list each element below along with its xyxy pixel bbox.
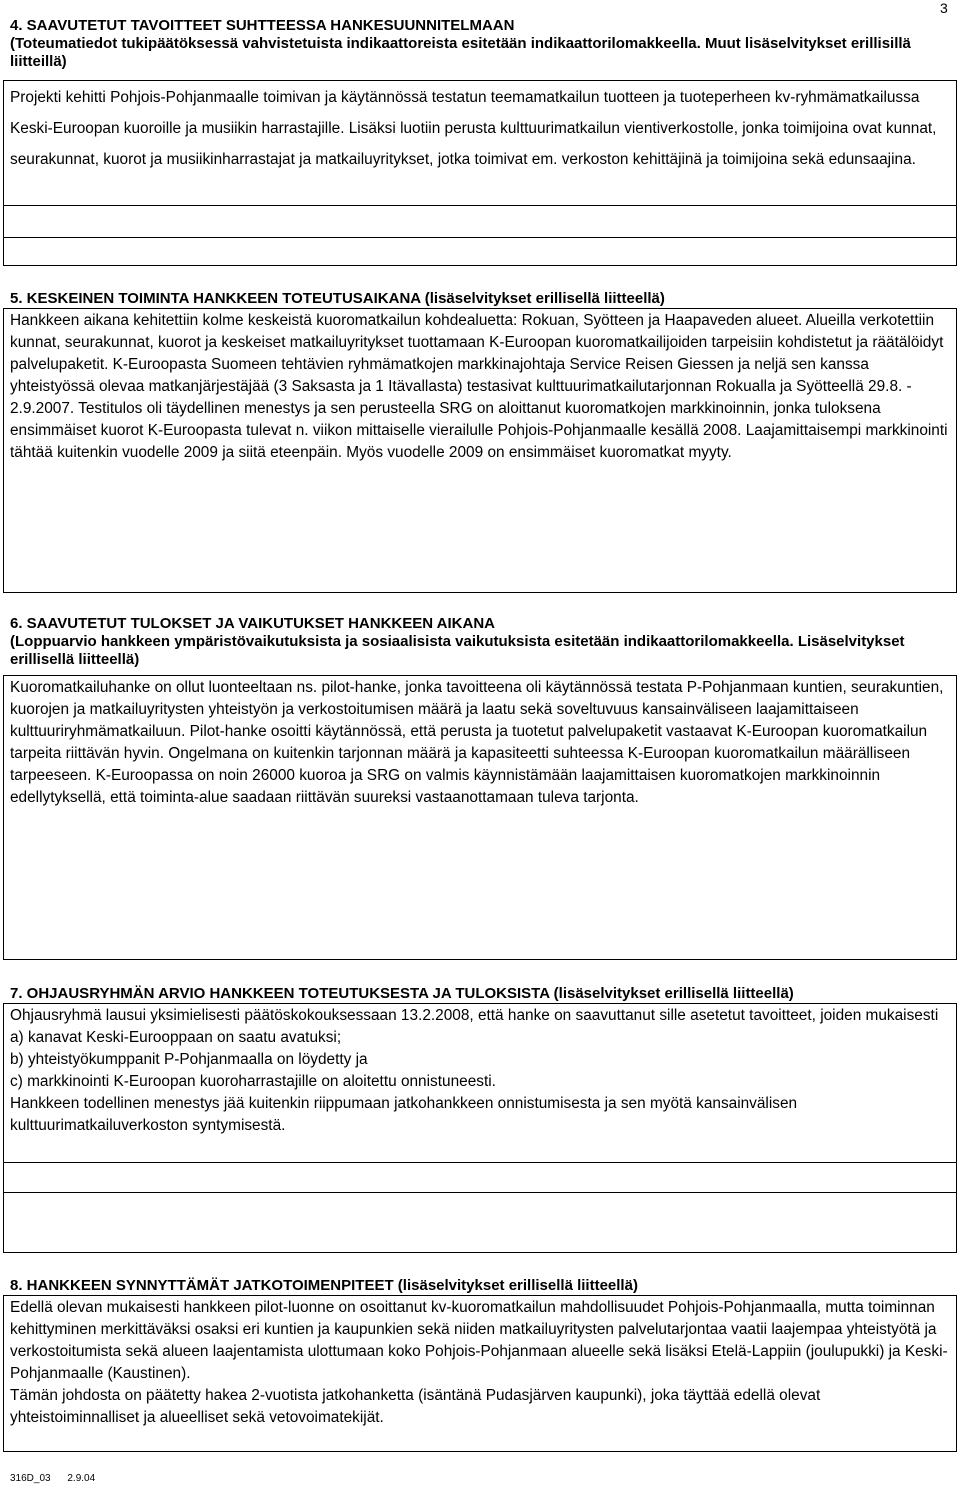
section7-line: a) kanavat Keski-Eurooppaan on saatu avatuksi; xyxy=(10,1029,342,1046)
section8-box xyxy=(3,1295,957,1452)
form-date: 2.9.04 xyxy=(67,1473,96,1484)
section7-blank-row xyxy=(4,1192,956,1222)
section6-heading xyxy=(10,615,940,669)
section4-text-row xyxy=(4,81,956,205)
section7-blank-row xyxy=(4,1162,956,1192)
section4-subtitle: (Toteumatiedot tukipäätöksessä vahvistetuista indikaattoreista esitetään indikaattorilomakkeella. Muut lisäselvitykset erillisillä liitteillä) xyxy=(10,35,911,70)
section4-box xyxy=(3,80,957,266)
section5-box xyxy=(3,308,957,593)
section5-heading: 5. KESKEINEN TOIMINTA HANKKEEN TOTEUTUSAIKANA (lisäselvitykset erillisellä liitteellä) xyxy=(10,290,665,307)
section8-line: Tämän johdosta on päätetty hakea 2-vuotista jatkohanketta (isäntänä Pudasjärven kaupunki), joka täyttää edellä olevat yhteistoiminnalliset ja alueelliset sekä vetovoimatekijät. xyxy=(10,1387,821,1426)
section4-title: 4. SAAVUTETUT TAVOITTEET SUHTTEESSA HANKESUUNNITELMAAN xyxy=(10,17,515,34)
section6-box xyxy=(3,675,957,960)
page-number: 3 xyxy=(940,0,948,16)
section8-heading: 8. HANKKEEN SYNNYTTÄMÄT JATKOTOIMENPITEET (lisäselvitykset erillisellä liitteellä) xyxy=(10,1277,638,1294)
section7-line: Hankkeen todellinen menestys jää kuitenkin riippumaan jatkohankkeen onnistumisesta ja sen myötä kansainvälisen kulttuurimatkailuverkoston syntymisestä. xyxy=(10,1095,798,1134)
section6-subtitle: (Loppuarvio hankkeen ympäristövaikutuksista ja sosiaalisista vaikutuksista esitetään indikaattorilomakkeella. Lisäselvitykset erillisellä liitteellä) xyxy=(10,633,905,668)
section7-heading: 7. OHJAUSRYHMÄN ARVIO HANKKEEN TOTEUTUKSESTA JA TULOKSISTA (lisäselvitykset erillisellä liitteellä) xyxy=(10,985,794,1002)
section4-blank-row xyxy=(4,205,956,237)
section6-body: Kuoromatkailuhanke on ollut luonteeltaan ns. pilot-hanke, jonka tavoitteena oli käytännössä testata P-Pohjanmaan kuntien, seurakuntien, kuorojen ja matkailuyritysten yhteistyön ja verkostoitumisen määrä ja laatu sekä soveltuvuus kansainväliseen laajamittaiseen kulttuuriryhmämatkailuun. Pilot-hanke osoitti käytännössä, että perusta ja tuotetut palvelupaketit vastaavat K-Euroopan kuoromatkailun tarpeita riittävän hyvin. Ongelmana on kuitenkin tarjonnan määrä ja kapasiteetti suhteessa K-Euroopan kuoromatkailun määrälliseen tarpeeseen. K-Euroopassa on noin 26000 kuoroa ja SRG on valmis käynnistämään laajamittaisen kuoromatkojen markkinoinnin edellytyksellä, että toiminta-alue saadaan riittävän suureksi vastaanottamaan tuleva tarjonta. xyxy=(10,679,944,806)
section5-body: Hankkeen aikana kehitettiin kolme keskeistä kuoromatkailun kohdealuetta: Rokuan, Syötteen ja Haapaveden alueet. Alueilla verkotettiin kunnat, seurakunnat, kuorot ja keskeiset matkailuyritykset tuottamaan K-Euroopan kuoromatkailijoiden tarpeisiin kohdistetut ja räätälöidyt palvelupaketit. K-Euroopasta Suomeen tehtävien ryhmämatkojen markkinajohtaja Service Reisen Giessen ja neljä sen kanssa yhteistyössä olevaa matkanjärjestäjää (3 Saksasta ja 1 Itävallasta) testasivat kulttuurimatkailutarjonnan Rokualla ja Syötteellä 29.8. - 2.9.2007. Testitulos oli täydellinen menestys ja sen perusteella SRG on aloittanut kuoromatkojen markkinoinnin, jonka tuloksena ensimmäiset kuorot K-Euroopasta tulevat n. viikon mittaiselle vierailulle Pohjois-Pohjanmaalle kesällä 2008. Laajamittaisempi markkinointi tähtää kuitenkin vuodelle 2009 ja siitä eteenpäin. Myös vuodelle 2009 on ensimmäiset kuoromatkat myyty. xyxy=(10,312,948,461)
section7-line: Ohjausryhmä lausui yksimielisesti päätöskokouksessaan 13.2.2008, että hanke on saavuttanut sille asetetut tavoitteet, joiden mukaisesti xyxy=(10,1007,939,1024)
section4-blank-row xyxy=(4,237,956,269)
form-code: 316D_03 xyxy=(10,1473,51,1484)
section7-line: b) yhteistyökumppanit P-Pohjanmaalla on löydetty ja xyxy=(10,1051,368,1068)
section4-heading xyxy=(10,17,940,71)
section4-body: Projekti kehitti Pohjois-Pohjanmaalle toimivan ja käytännössä testatun teemamatkailun tuotteen ja tuoteperheen kv-ryhmämatkailussa Keski-Euroopan kuoroille ja musiikin harrastajille. Lisäksi luotiin perusta kulttuurimatkailun vientiverkostolle, jonka toimijoina ovat kunnat, seurakunnat, kuorot ja musiikinharrastajat ja matkailuyritykset, jotka toimivat em. verkoston kehittäjinä ja toimijoina sekä edunsaajina. xyxy=(10,89,937,168)
section7-line: c) markkinointi K-Euroopan kuoroharrastajille on aloitettu onnistuneesti. xyxy=(10,1073,496,1090)
section7-text-row xyxy=(4,1004,956,1162)
footer xyxy=(10,1473,109,1484)
section8-line: Edellä olevan mukaisesti hankkeen pilot-luonne on osoittanut kv-kuoromatkailun mahdollisuudet Pohjois-Pohjanmaalla, mutta toiminnan kehittyminen merkittäväksi osaksi eri kuntien ja kaupunkien sekä niiden matkailuyritysten palvelutarjontaa vaatii laajempaa yhteistyötä ja verkostoitumista sekä alueen laajentamista ulottumaan koko Pohjois-Pohjanmaan alueelle sekä lisäksi Etelä-Lappiin (joulupukki) ja Keski-Pohjanmaalle (Kaustinen). xyxy=(10,1299,948,1382)
section6-title: 6. SAAVUTETUT TULOKSET JA VAIKUTUKSET HANKKEEN AIKANA xyxy=(10,615,496,632)
section7-box xyxy=(3,1003,957,1253)
